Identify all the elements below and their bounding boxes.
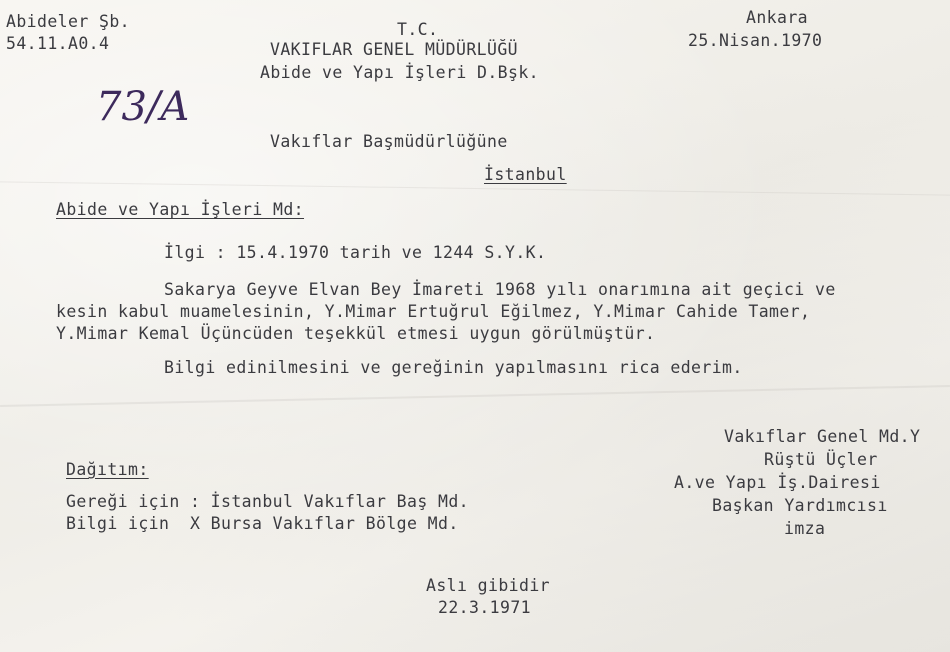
reference-line: İlgi : 15.4.1970 tarih ve 1244 S.Y.K. — [164, 243, 547, 262]
header-institution: VAKIFLAR GENEL MÜDÜRLÜĞÜ — [270, 40, 519, 59]
distribution-line-2: Bilgi için X Bursa Vakıflar Bölge Md. — [66, 514, 459, 533]
letter-date: 25.Nisan.1970 — [688, 31, 823, 50]
signature-line-4: Başkan Yardımcısı — [712, 496, 888, 515]
header-tc: T.C. — [397, 20, 439, 39]
signature-line-5: imza — [784, 519, 826, 538]
distribution-title: Dağıtım: — [66, 460, 149, 479]
signature-line-2: Rüştü Üçler — [764, 450, 878, 469]
body-line-3: Y.Mimar Kemal Üçüncüden teşekkül etmesi uygun görülmüştür. — [56, 324, 656, 343]
closing-line: Bilgi edinilmesini ve gereğinin yapılmasını rica ederim. — [164, 358, 743, 377]
body-line-1: Sakarya Geyve Elvan Bey İmareti 1968 yılı onarımına ait geçici ve — [164, 280, 836, 299]
body-line-2: kesin kabul muamelesinin, Y.Mimar Ertuğrul Eğilmez, Y.Mimar Cahide Tamer, — [56, 302, 811, 321]
handwritten-number — [92, 78, 202, 138]
certification-label: Aslı gibidir — [426, 576, 551, 595]
certification-date: 22.3.1971 — [438, 598, 532, 617]
place-city: Ankara — [746, 8, 809, 27]
paper-crease — [0, 385, 950, 407]
subject-to: Abide ve Yapı İşleri Md: — [56, 200, 305, 219]
header-department: Abide ve Yapı İşleri D.Bşk. — [260, 63, 540, 82]
paper-crease — [0, 181, 950, 195]
signature-line-3: A.ve Yapı İş.Dairesi — [674, 473, 881, 492]
recipient-city: İstanbul — [484, 165, 567, 184]
recipient-name: Vakıflar Başmüdürlüğüne — [270, 132, 508, 151]
handwritten-number-text: 73/A — [96, 84, 190, 130]
file-ref-line-2: 54.11.A0.4 — [6, 34, 110, 53]
file-ref-line-1: Abideler Şb. — [6, 12, 131, 31]
distribution-line-1: Gereği için : İstanbul Vakıflar Baş Md. — [66, 492, 470, 511]
signature-line-1: Vakıflar Genel Md.Y — [724, 427, 921, 446]
